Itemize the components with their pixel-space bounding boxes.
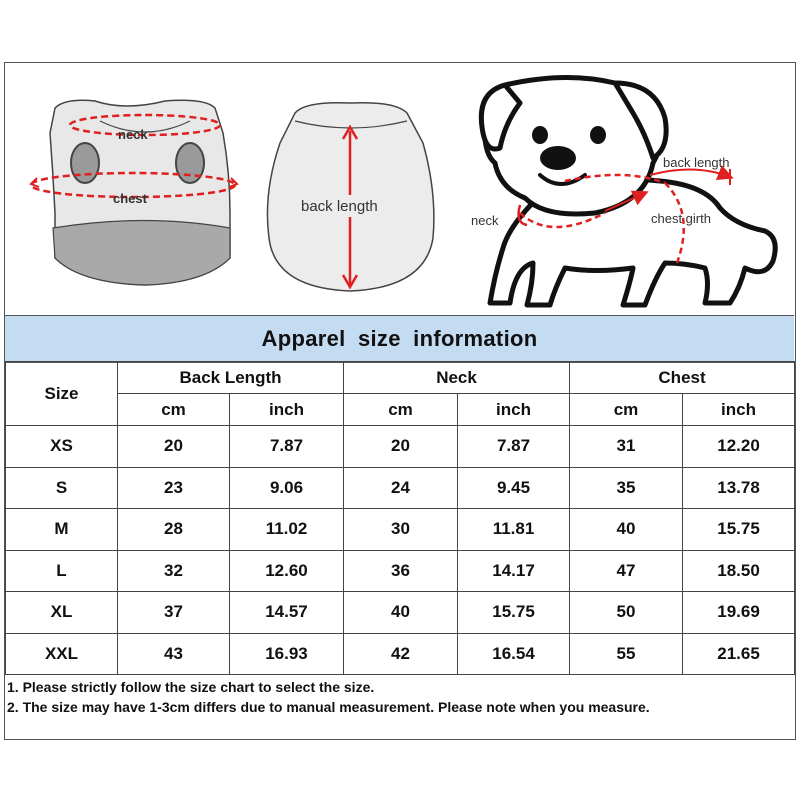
- chest-header: Chest: [570, 362, 795, 394]
- unit-header: inch: [458, 394, 570, 426]
- unit-header: cm: [118, 394, 230, 426]
- size-cell: XL: [6, 592, 118, 634]
- value-cell: 37: [118, 592, 230, 634]
- size-cell: M: [6, 509, 118, 551]
- value-cell: 23: [118, 467, 230, 509]
- value-cell: 9.45: [458, 467, 570, 509]
- value-cell: 43: [118, 633, 230, 675]
- table-row: [6, 509, 795, 551]
- front-chest-label: chest: [113, 191, 147, 206]
- table-row: [6, 426, 795, 468]
- neck-header: Neck: [344, 362, 570, 394]
- size-cell: XXL: [6, 633, 118, 675]
- table-row: [6, 633, 795, 675]
- dog-back-length-label: back length: [663, 155, 730, 170]
- table-header-row: [6, 362, 795, 394]
- value-cell: 30: [344, 509, 458, 551]
- value-cell: 11.02: [230, 509, 344, 551]
- back-garment-diagram: [267, 103, 433, 291]
- value-cell: 7.87: [458, 426, 570, 468]
- value-cell: 16.54: [458, 633, 570, 675]
- value-cell: 9.06: [230, 467, 344, 509]
- value-cell: 18.50: [683, 550, 795, 592]
- value-cell: 19.69: [683, 592, 795, 634]
- value-cell: 11.81: [458, 509, 570, 551]
- value-cell: 42: [344, 633, 458, 675]
- notes: [5, 677, 796, 717]
- value-cell: 21.65: [683, 633, 795, 675]
- front-neck-label: neck: [118, 127, 148, 142]
- note-line: 2. The size may have 1-3cm differs due to manual measurement. Please note when you measure.: [7, 699, 650, 715]
- value-cell: 50: [570, 592, 683, 634]
- back-length-header: Back Length: [118, 362, 344, 394]
- unit-header: cm: [344, 394, 458, 426]
- value-cell: 47: [570, 550, 683, 592]
- value-cell: 35: [570, 467, 683, 509]
- value-cell: 15.75: [458, 592, 570, 634]
- value-cell: 28: [118, 509, 230, 551]
- table-row: [6, 592, 795, 634]
- unit-header: cm: [570, 394, 683, 426]
- value-cell: 7.87: [230, 426, 344, 468]
- table-title: Apparel size information: [5, 315, 794, 363]
- size-table: [5, 361, 795, 675]
- value-cell: 36: [344, 550, 458, 592]
- value-cell: 32: [118, 550, 230, 592]
- dog-neck-label: neck: [471, 213, 499, 228]
- note-line: 1. Please strictly follow the size chart to select the size.: [7, 679, 375, 695]
- value-cell: 16.93: [230, 633, 344, 675]
- value-cell: 20: [118, 426, 230, 468]
- size-cell: L: [6, 550, 118, 592]
- value-cell: 12.60: [230, 550, 344, 592]
- value-cell: 14.17: [458, 550, 570, 592]
- value-cell: 14.57: [230, 592, 344, 634]
- size-chart-frame: [4, 62, 796, 740]
- value-cell: 40: [570, 509, 683, 551]
- value-cell: 31: [570, 426, 683, 468]
- unit-header-row: [6, 394, 795, 426]
- value-cell: 40: [344, 592, 458, 634]
- table-row: [6, 467, 795, 509]
- value-cell: 15.75: [683, 509, 795, 551]
- value-cell: 24: [344, 467, 458, 509]
- size-column-header: Size: [6, 362, 118, 426]
- value-cell: 13.78: [683, 467, 795, 509]
- value-cell: 55: [570, 633, 683, 675]
- front-garment-diagram: [31, 100, 237, 285]
- size-cell: XS: [6, 426, 118, 468]
- value-cell: 20: [344, 426, 458, 468]
- unit-header: inch: [230, 394, 344, 426]
- back-length-label: back length: [301, 198, 378, 215]
- size-cell: S: [6, 467, 118, 509]
- dog-chest-girth-label: chest girth: [651, 211, 711, 226]
- measurement-illustration: [5, 63, 794, 313]
- table-row: [6, 550, 795, 592]
- unit-header: inch: [683, 394, 795, 426]
- dog-diagram: [481, 77, 775, 305]
- value-cell: 12.20: [683, 426, 795, 468]
